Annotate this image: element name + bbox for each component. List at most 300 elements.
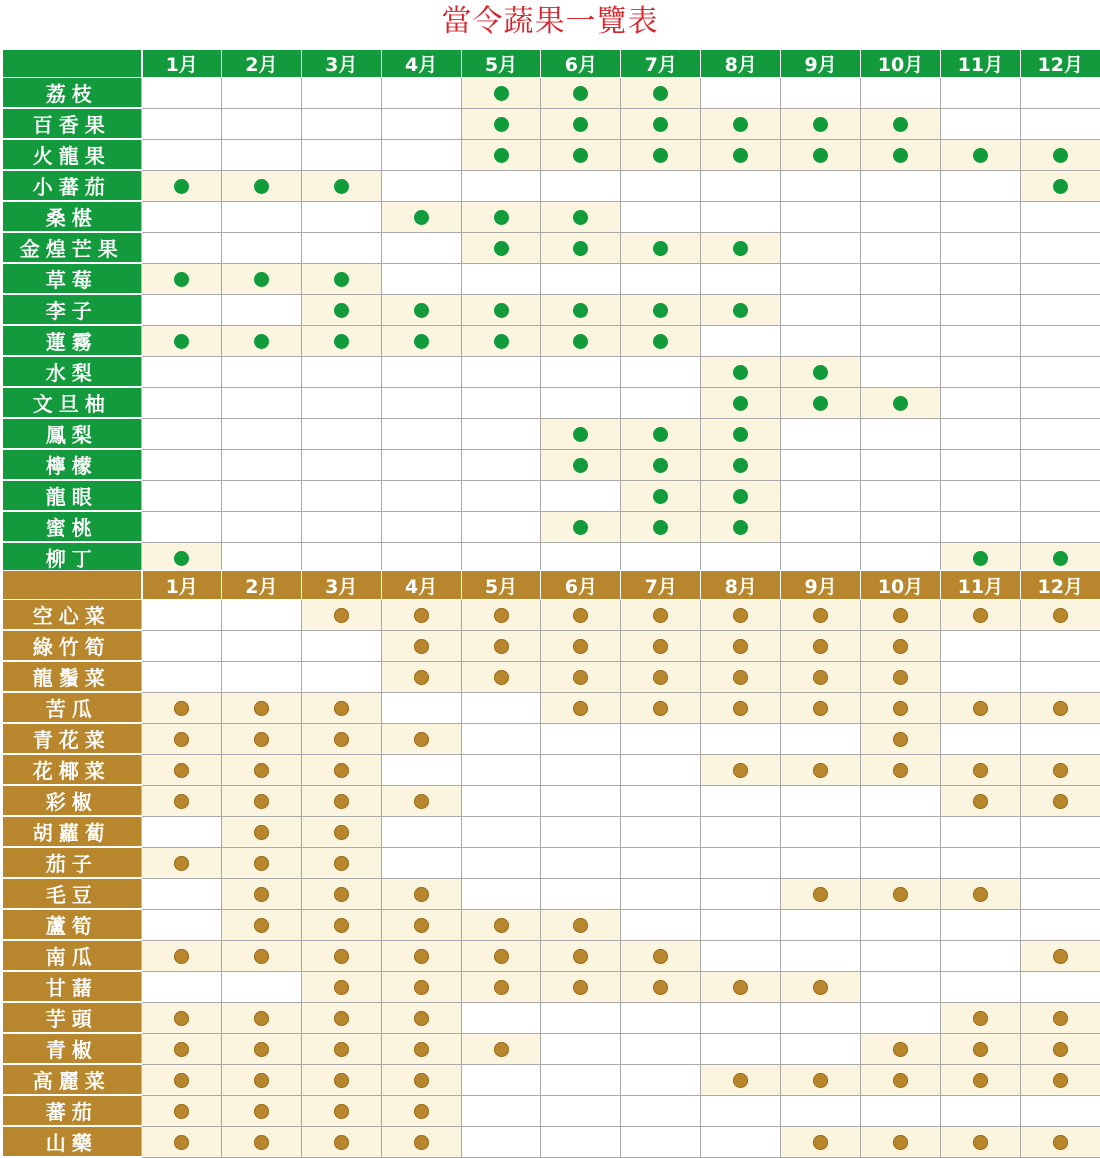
month-cell — [781, 723, 861, 754]
month-cell — [781, 170, 861, 201]
month-cell — [861, 480, 941, 511]
vegetable-row — [3, 1095, 1100, 1126]
season-dot-icon — [494, 303, 509, 318]
month-cell — [861, 661, 941, 692]
vegetable-row — [3, 1126, 1100, 1157]
month-cell — [461, 78, 541, 109]
vegetable-row — [3, 940, 1100, 971]
month-cell — [301, 511, 381, 542]
month-cell — [221, 418, 301, 449]
month-cell — [781, 294, 861, 325]
month-cell — [142, 1126, 222, 1157]
month-cell — [940, 480, 1020, 511]
season-dot-icon — [334, 1135, 349, 1150]
month-cell — [541, 542, 621, 573]
season-dot-icon — [334, 825, 349, 840]
month-cell — [221, 294, 301, 325]
month-cell — [461, 325, 541, 356]
month-cell — [940, 449, 1020, 480]
month-cell — [301, 630, 381, 661]
month-cell — [701, 723, 781, 754]
month-cell — [1020, 630, 1100, 661]
vegetable-name: 青椒 — [3, 1033, 142, 1064]
month-header-2: 2月 — [221, 50, 301, 78]
month-cell — [142, 600, 222, 631]
season-dot-icon — [174, 551, 189, 566]
season-dot-icon — [254, 763, 269, 778]
month-header-7: 7月 — [621, 50, 701, 78]
month-cell — [221, 201, 301, 232]
month-cell — [142, 1033, 222, 1064]
season-dot-icon — [1053, 1011, 1068, 1026]
season-dot-icon — [254, 334, 269, 349]
month-cell — [1020, 294, 1100, 325]
month-cell — [381, 480, 461, 511]
month-cell — [381, 294, 461, 325]
season-dot-icon — [733, 670, 748, 685]
season-dot-icon — [254, 732, 269, 747]
season-dot-icon — [334, 732, 349, 747]
month-cell — [301, 661, 381, 692]
month-cell — [701, 511, 781, 542]
month-cell — [541, 1126, 621, 1157]
month-cell — [142, 785, 222, 816]
season-dot-icon — [494, 86, 509, 101]
month-cell — [861, 723, 941, 754]
month-cell — [381, 661, 461, 692]
month-cell — [461, 847, 541, 878]
month-cell — [701, 600, 781, 631]
season-dot-icon — [973, 551, 988, 566]
month-cell — [461, 480, 541, 511]
month-cell — [142, 1002, 222, 1033]
month-cell — [1020, 847, 1100, 878]
month-cell — [701, 1033, 781, 1064]
month-cell — [701, 418, 781, 449]
season-dot-icon — [334, 334, 349, 349]
fruit-row — [3, 480, 1100, 511]
month-cell — [381, 1002, 461, 1033]
vegetable-row — [3, 1033, 1100, 1064]
season-dot-icon — [494, 608, 509, 623]
season-dot-icon — [494, 949, 509, 964]
month-header-12: 12月 — [1020, 50, 1100, 78]
month-cell — [781, 78, 861, 109]
fruit-row — [3, 294, 1100, 325]
month-cell — [461, 630, 541, 661]
vegetable-name: 空心菜 — [3, 600, 142, 631]
season-dot-icon — [893, 1042, 908, 1057]
header-corner — [3, 50, 142, 78]
month-cell — [381, 971, 461, 1002]
month-cell — [541, 356, 621, 387]
month-cell — [461, 878, 541, 909]
month-cell — [701, 816, 781, 847]
month-cell — [781, 909, 861, 940]
month-cell — [541, 692, 621, 723]
season-dot-icon — [653, 949, 668, 964]
month-cell — [621, 1033, 701, 1064]
vegetable-row — [3, 816, 1100, 847]
month-cell — [142, 940, 222, 971]
season-dot-icon — [893, 887, 908, 902]
month-cell — [621, 878, 701, 909]
season-dot-icon — [653, 148, 668, 163]
month-cell — [781, 449, 861, 480]
vegetable-name: 蕃茄 — [3, 1095, 142, 1126]
season-dot-icon — [733, 701, 748, 716]
month-cell — [1020, 1064, 1100, 1095]
month-cell — [381, 325, 461, 356]
fruit-name: 桑椹 — [3, 201, 142, 232]
month-cell — [541, 909, 621, 940]
season-dot-icon — [653, 670, 668, 685]
season-dot-icon — [494, 639, 509, 654]
month-cell — [301, 294, 381, 325]
fruit-row — [3, 139, 1100, 170]
month-cell — [381, 723, 461, 754]
month-cell — [301, 325, 381, 356]
season-dot-icon — [254, 918, 269, 933]
month-cell — [541, 418, 621, 449]
season-dot-icon — [653, 701, 668, 716]
season-dot-icon — [973, 1135, 988, 1150]
month-cell — [1020, 201, 1100, 232]
month-cell — [221, 542, 301, 573]
month-cell — [861, 816, 941, 847]
month-cell — [940, 511, 1020, 542]
season-dot-icon — [1053, 1042, 1068, 1057]
season-dot-icon — [733, 489, 748, 504]
season-dot-icon — [733, 980, 748, 995]
month-cell — [781, 971, 861, 1002]
season-dot-icon — [174, 701, 189, 716]
season-dot-icon — [254, 856, 269, 871]
month-cell — [381, 878, 461, 909]
month-cell — [301, 232, 381, 263]
month-cell — [381, 754, 461, 785]
month-cell — [381, 356, 461, 387]
season-dot-icon — [733, 117, 748, 132]
month-cell — [621, 630, 701, 661]
season-dot-icon — [733, 148, 748, 163]
month-header-2: 2月 — [221, 571, 301, 600]
vegetable-name: 蘆筍 — [3, 909, 142, 940]
month-cell — [221, 480, 301, 511]
season-dot-icon — [414, 1042, 429, 1057]
month-header-8: 8月 — [701, 571, 781, 600]
month-cell — [541, 139, 621, 170]
season-dot-icon — [573, 303, 588, 318]
month-cell — [461, 940, 541, 971]
month-cell — [541, 600, 621, 631]
month-cell — [861, 78, 941, 109]
month-cell — [861, 139, 941, 170]
month-cell — [142, 1064, 222, 1095]
season-dot-icon — [414, 1073, 429, 1088]
month-cell — [621, 294, 701, 325]
month-cell — [940, 1002, 1020, 1033]
month-cell — [301, 1033, 381, 1064]
month-cell — [142, 692, 222, 723]
month-cell — [1020, 263, 1100, 294]
month-cell — [461, 511, 541, 542]
month-cell — [861, 1033, 941, 1064]
month-header-11: 11月 — [940, 571, 1020, 600]
month-cell — [381, 1095, 461, 1126]
month-cell — [142, 325, 222, 356]
month-cell — [221, 139, 301, 170]
month-cell — [142, 480, 222, 511]
month-cell — [621, 325, 701, 356]
month-cell — [701, 1095, 781, 1126]
month-cell — [461, 816, 541, 847]
season-dot-icon — [653, 117, 668, 132]
month-cell — [541, 754, 621, 785]
month-cell — [1020, 108, 1100, 139]
season-dot-icon — [973, 701, 988, 716]
season-dot-icon — [573, 608, 588, 623]
vegetable-row — [3, 723, 1100, 754]
month-cell — [381, 940, 461, 971]
month-cell — [701, 940, 781, 971]
month-cell — [701, 692, 781, 723]
season-dot-icon — [334, 949, 349, 964]
season-dot-icon — [653, 520, 668, 535]
month-cell — [142, 971, 222, 1002]
month-cell — [781, 1002, 861, 1033]
month-cell — [621, 480, 701, 511]
season-dot-icon — [973, 1042, 988, 1057]
season-dot-icon — [414, 670, 429, 685]
vegetable-row — [3, 909, 1100, 940]
month-cell — [142, 661, 222, 692]
season-dot-icon — [414, 794, 429, 809]
month-cell — [1020, 325, 1100, 356]
season-dot-icon — [254, 1073, 269, 1088]
month-cell — [541, 325, 621, 356]
month-cell — [861, 1126, 941, 1157]
month-cell — [621, 108, 701, 139]
season-dot-icon — [494, 670, 509, 685]
month-cell — [301, 1002, 381, 1033]
fruit-name: 小蕃茄 — [3, 170, 142, 201]
month-header-4: 4月 — [381, 50, 461, 78]
month-cell — [781, 511, 861, 542]
fruit-name: 火龍果 — [3, 139, 142, 170]
month-cell — [301, 480, 381, 511]
month-cell — [701, 878, 781, 909]
month-cell — [621, 170, 701, 201]
month-cell — [621, 692, 701, 723]
fruit-name: 文旦柚 — [3, 387, 142, 418]
season-dot-icon — [254, 1042, 269, 1057]
month-cell — [940, 356, 1020, 387]
month-cell — [861, 692, 941, 723]
month-cell — [541, 1064, 621, 1095]
season-dot-icon — [653, 241, 668, 256]
vegetable-row — [3, 600, 1100, 631]
month-cell — [301, 356, 381, 387]
season-dot-icon — [733, 427, 748, 442]
season-dot-icon — [813, 763, 828, 778]
fruit-name: 李子 — [3, 294, 142, 325]
month-cell — [461, 1002, 541, 1033]
month-cell — [221, 878, 301, 909]
month-cell — [701, 325, 781, 356]
month-cell — [301, 909, 381, 940]
season-dot-icon — [174, 856, 189, 871]
season-dot-icon — [494, 1042, 509, 1057]
month-header-10: 10月 — [861, 50, 941, 78]
season-dot-icon — [414, 887, 429, 902]
month-cell — [940, 387, 1020, 418]
month-cell — [221, 600, 301, 631]
season-dot-icon — [334, 1104, 349, 1119]
season-dot-icon — [733, 396, 748, 411]
season-dot-icon — [254, 1011, 269, 1026]
month-cell — [381, 1033, 461, 1064]
season-dot-icon — [813, 608, 828, 623]
month-header-row — [3, 50, 1100, 78]
month-cell — [701, 847, 781, 878]
month-cell — [221, 511, 301, 542]
month-header-6: 6月 — [541, 50, 621, 78]
month-cell — [940, 1095, 1020, 1126]
season-dot-icon — [494, 918, 509, 933]
vegetable-row — [3, 1002, 1100, 1033]
season-dot-icon — [174, 179, 189, 194]
month-cell — [1020, 356, 1100, 387]
month-cell — [381, 692, 461, 723]
vegetable-name: 苦瓜 — [3, 692, 142, 723]
month-cell — [541, 1002, 621, 1033]
fruit-name: 草莓 — [3, 263, 142, 294]
month-cell — [940, 785, 1020, 816]
month-header-row — [3, 571, 1100, 600]
season-dot-icon — [733, 1073, 748, 1088]
month-cell — [461, 294, 541, 325]
month-cell — [142, 754, 222, 785]
month-cell — [142, 723, 222, 754]
month-cell — [781, 1095, 861, 1126]
month-cell — [142, 418, 222, 449]
month-cell — [861, 263, 941, 294]
month-cell — [461, 418, 541, 449]
month-cell — [781, 816, 861, 847]
month-header-8: 8月 — [701, 50, 781, 78]
month-cell — [301, 1064, 381, 1095]
month-cell — [461, 1126, 541, 1157]
season-dot-icon — [573, 427, 588, 442]
month-cell — [381, 78, 461, 109]
month-cell — [301, 201, 381, 232]
month-header-1: 1月 — [142, 571, 222, 600]
month-cell — [781, 325, 861, 356]
month-cell — [1020, 754, 1100, 785]
month-header-12: 12月 — [1020, 571, 1100, 600]
season-dot-icon — [893, 701, 908, 716]
season-dot-icon — [334, 701, 349, 716]
month-cell — [381, 785, 461, 816]
month-cell — [381, 449, 461, 480]
month-cell — [701, 542, 781, 573]
month-cell — [781, 139, 861, 170]
season-dot-icon — [174, 272, 189, 287]
month-cell — [541, 661, 621, 692]
vegetable-row — [3, 630, 1100, 661]
season-dot-icon — [334, 856, 349, 871]
season-dot-icon — [334, 272, 349, 287]
season-dot-icon — [174, 1073, 189, 1088]
month-cell — [541, 387, 621, 418]
season-dot-icon — [813, 701, 828, 716]
month-cell — [621, 387, 701, 418]
season-dot-icon — [573, 458, 588, 473]
month-cell — [701, 971, 781, 1002]
month-cell — [541, 511, 621, 542]
fruit-row — [3, 201, 1100, 232]
month-cell — [461, 909, 541, 940]
season-dot-icon — [973, 887, 988, 902]
month-cell — [301, 692, 381, 723]
season-dot-icon — [893, 396, 908, 411]
season-dot-icon — [653, 303, 668, 318]
month-header-3: 3月 — [301, 50, 381, 78]
month-cell — [142, 356, 222, 387]
month-cell — [940, 1064, 1020, 1095]
month-cell — [861, 940, 941, 971]
month-cell — [221, 816, 301, 847]
month-cell — [381, 170, 461, 201]
season-dot-icon — [254, 272, 269, 287]
season-dot-icon — [573, 117, 588, 132]
month-cell — [621, 418, 701, 449]
month-cell — [461, 1064, 541, 1095]
month-cell — [381, 418, 461, 449]
month-cell — [301, 139, 381, 170]
vegetable-name: 綠竹筍 — [3, 630, 142, 661]
month-cell — [1020, 139, 1100, 170]
month-cell — [541, 847, 621, 878]
month-cell — [142, 387, 222, 418]
season-dot-icon — [414, 608, 429, 623]
month-cell — [1020, 480, 1100, 511]
month-cell — [142, 294, 222, 325]
vegetable-name: 南瓜 — [3, 940, 142, 971]
month-cell — [621, 971, 701, 1002]
season-dot-icon — [973, 794, 988, 809]
season-dot-icon — [973, 608, 988, 623]
month-cell — [621, 1064, 701, 1095]
month-header-9: 9月 — [781, 50, 861, 78]
month-cell — [781, 785, 861, 816]
vegetable-name: 龍鬚菜 — [3, 661, 142, 692]
month-cell — [1020, 878, 1100, 909]
month-cell — [1020, 785, 1100, 816]
vegetable-name: 青花菜 — [3, 723, 142, 754]
month-cell — [221, 387, 301, 418]
season-dot-icon — [1053, 949, 1068, 964]
month-cell — [940, 971, 1020, 1002]
season-dot-icon — [733, 458, 748, 473]
month-cell — [940, 723, 1020, 754]
month-cell — [541, 480, 621, 511]
month-cell — [461, 692, 541, 723]
fruit-name: 蓮霧 — [3, 325, 142, 356]
month-cell — [541, 816, 621, 847]
month-cell — [142, 139, 222, 170]
